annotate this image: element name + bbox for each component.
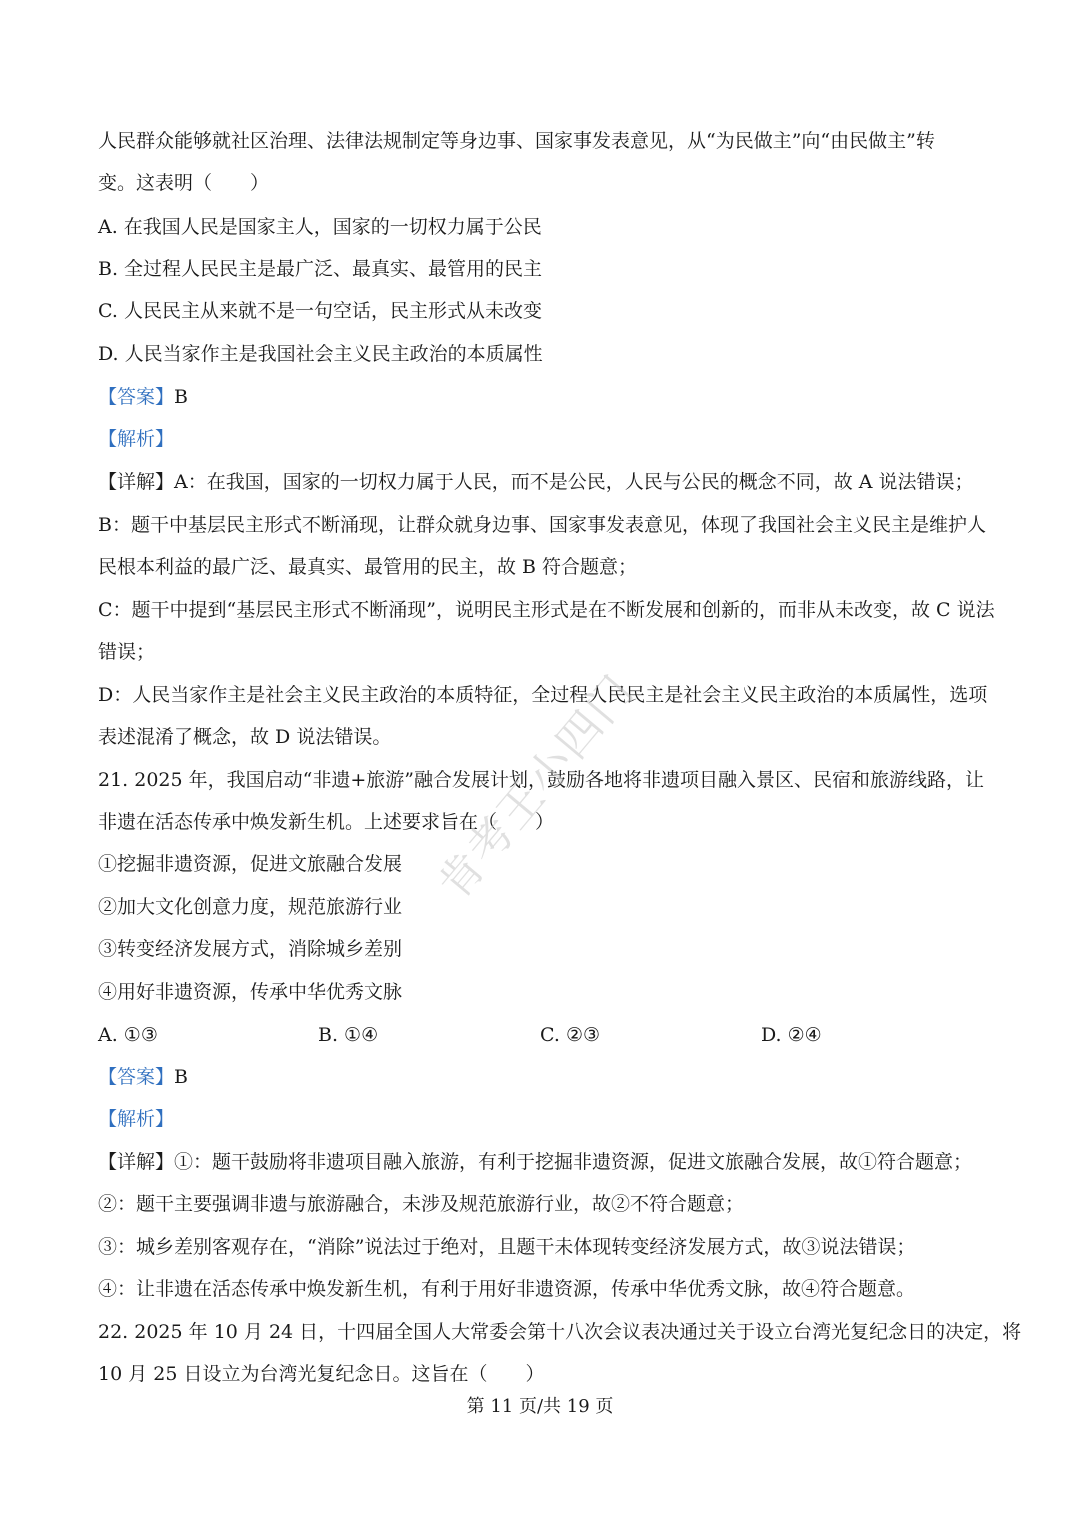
q20-option-c: C. 人民民主从来就不是一句空话，民主形式从未改变 [98, 300, 542, 322]
q20-detail-line3: 民根本利益的最广泛、最真实、最管用的民主，故 B 符合题意； [98, 556, 638, 578]
q20-detail-line6: D：人民当家作主是社会主义民主政治的本质特征，全过程人民民主是社会主义民主政治的本质属性，选项 [98, 684, 988, 706]
q22-stem-line2: 10 月 25 日设立为台湾光复纪念日。这旨在（ ） [98, 1363, 545, 1385]
q21-detail-line4: ④：让非遗在活态传承中焕发新生机，有利于用好非遗资源，传承中华优秀文脉，故④符合题意。 [98, 1278, 916, 1300]
q20-stem-line1: 人民群众能够就社区治理、法律法规制定等身边事、国家事发表意见，从“为民做主”向“由民做主”转 [98, 130, 935, 152]
answer-value: B [174, 386, 188, 408]
q20-detail-line4: C：题干中提到“基层民主形式不断涌现”，说明民主形式是在不断发展和创新的，而非从未改变，故 C 说法 [98, 599, 995, 621]
q20-detail-line7: 表述混淆了概念，故 D 说法错误。 [98, 726, 392, 748]
q21-item-1: ①挖掘非遗资源，促进文旅融合发展 [98, 853, 403, 875]
q20-analysis-tag: 【解析】 [98, 428, 175, 450]
q22-stem-line1: 22. 2025 年 10 月 24 日，十四届全国人大常委会第十八次会议表决通过关于设立台湾光复纪念日的决定，将 [98, 1321, 1022, 1343]
detail-tag: 【详解】 [98, 471, 175, 493]
page-footer: 第 11 页/共 19 页 [466, 1396, 614, 1417]
detail-text: ①：题干鼓励将非遗项目融入旅游，有利于挖掘非遗资源，促进文旅融合发展，故①符合题意； [174, 1151, 973, 1173]
q20-detail-line1 [98, 469, 974, 495]
q21-stem-line2: 非遗在活态传承中焕发新生机。上述要求旨在（ ） [98, 811, 555, 833]
q20-option-d: D. 人民当家作主是我国社会主义民主政治的本质属性 [98, 343, 543, 365]
q21-choice-c: C. ②③ [540, 1024, 601, 1046]
q21-stem-line1: 21. 2025 年，我国启动“非遗+旅游”融合发展计划，鼓励各地将非遗项目融入景区、民宿和旅游线路，让 [98, 769, 984, 791]
q21-choice-d: D. ②④ [761, 1024, 822, 1046]
q21-choice-a: A. ①③ [98, 1024, 158, 1046]
q20-answer [98, 384, 188, 410]
q21-item-4: ④用好非遗资源，传承中华优秀文脉 [98, 981, 403, 1003]
q21-analysis-tag: 【解析】 [98, 1108, 175, 1130]
q21-detail-line1 [98, 1149, 972, 1175]
q20-detail-line2: B：题干中基层民主形式不断涌现，让群众就身边事、国家事发表意见，体现了我国社会主义民主是维护人 [98, 514, 986, 536]
q21-detail-line2: ②：题干主要强调非遗与旅游融合，未涉及规范旅游行业，故②不符合题意； [98, 1193, 745, 1215]
answer-value: B [174, 1066, 188, 1088]
answer-tag: 【答案】 [98, 1066, 175, 1088]
q20-detail-line5: 错误； [98, 641, 156, 663]
answer-tag: 【答案】 [98, 386, 175, 408]
q20-option-b: B. 全过程人民民主是最广泛、最真实、最管用的民主 [98, 258, 543, 280]
q20-option-a: A. 在我国人民是国家主人，国家的一切权力属于公民 [98, 216, 542, 238]
watermark: 肯考王小四门 [428, 664, 645, 910]
q21-answer [98, 1064, 188, 1090]
q21-item-3: ③转变经济发展方式，消除城乡差别 [98, 938, 403, 960]
q21-detail-line3: ③：城乡差别客观存在，“消除”说法过于绝对，且题干未体现转变经济发展方式，故③说法错误； [98, 1236, 916, 1258]
q21-choice-b: B. ①④ [318, 1024, 379, 1046]
q20-stem-line2: 变。这表明（ ） [98, 172, 270, 194]
detail-tag: 【详解】 [98, 1151, 175, 1173]
q21-item-2: ②加大文化创意力度，规范旅游行业 [98, 896, 403, 918]
detail-text: A：在我国，国家的一切权力属于人民，而不是公民，人民与公民的概念不同，故 A 说法错误； [174, 471, 974, 493]
